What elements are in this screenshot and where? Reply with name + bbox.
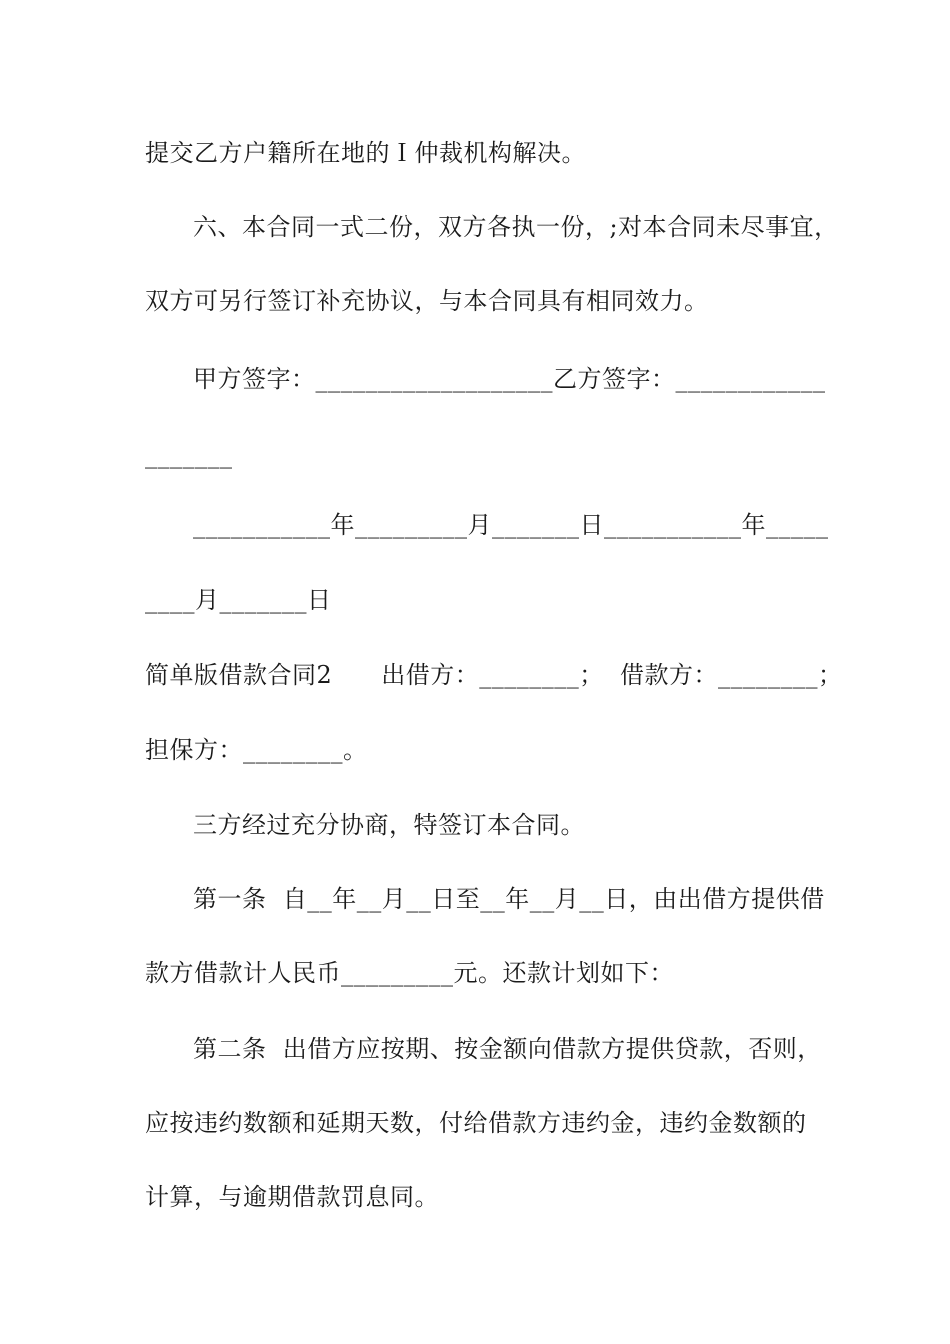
- date-line-1: ___________年_________月_______日___________年_____: [193, 511, 829, 539]
- article-one-line-2: 款方借款计人民币_________元。还款计划如下：: [145, 959, 674, 987]
- contract-2-parties-line-1: 简单版借款合同2 出借方：________； 借款方：________；: [145, 661, 843, 689]
- clause-six-line-1: 六、本合同一式二份，双方各执一份，;对本合同未尽事宜，: [193, 213, 839, 241]
- signature-line-1: 甲方签字：___________________乙方签字：____________: [193, 365, 826, 393]
- clause-six-line-2: 双方可另行签订补充协议，与本合同具有相同效力。: [145, 287, 709, 315]
- contract-2-parties-line-2: 担保方：________。: [145, 736, 368, 764]
- article-two-line-1: 第二条 出借方应按期、按金额向借款方提供贷款，否则，: [193, 1035, 822, 1063]
- date-line-2: ____月_______日: [145, 586, 332, 614]
- article-one-line-1: 第一条 自__年__月__日至__年__月__日，由出借方提供借: [193, 885, 825, 913]
- signature-line-2: _______: [145, 441, 233, 469]
- article-two-line-3: 计算，与逾期借款罚息同。: [145, 1183, 439, 1211]
- paragraph-arbitration-end: 提交乙方户籍所在地的Ｉ仲裁机构解决。: [145, 139, 586, 167]
- preamble: 三方经过充分协商，特签订本合同。: [193, 811, 585, 839]
- article-two-line-2: 应按违约数额和延期天数，付给借款方违约金，违约金数额的: [145, 1109, 807, 1137]
